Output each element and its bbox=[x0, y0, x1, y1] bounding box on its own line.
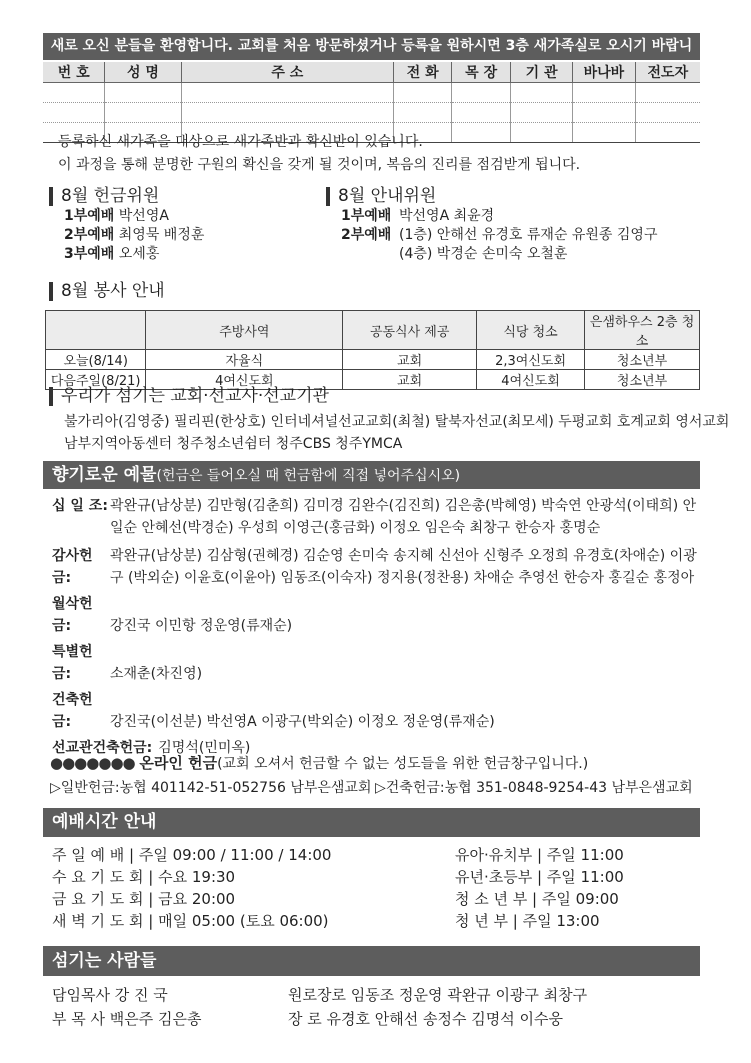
offerings-title-note: (헌금은 들어오실 때 헌금함에 직접 넣어주십시오) bbox=[156, 468, 461, 484]
offering-label: 월삭헌금: bbox=[52, 596, 93, 634]
row-names: (1층) 안해선 유경호 류재순 유원종 김영구 bbox=[399, 227, 658, 243]
service-cell: 다음주일(8/21) bbox=[46, 370, 146, 390]
worship-left-list bbox=[52, 844, 331, 932]
service-header: 식당 청소 bbox=[477, 311, 585, 350]
row-names: 박선영A 최윤경 bbox=[399, 208, 495, 224]
guide-committee-row bbox=[341, 245, 657, 264]
col-evangelist: 전도자 bbox=[635, 62, 700, 83]
servants-banner bbox=[43, 946, 700, 976]
online-building-account: ▷건축헌금:농협 351-0848-9254-43 남부은샘교회 bbox=[375, 780, 693, 796]
worship-title: 예배시간 안내 bbox=[52, 812, 157, 832]
service-cell: 오늘(8/14) bbox=[46, 350, 146, 370]
offering-names: 강진국 이민항 정운영(류재순) bbox=[110, 618, 293, 634]
offering-label: 건축헌금: bbox=[52, 692, 93, 730]
servant-row: 부 목 사 백은주 김은총 bbox=[52, 1010, 202, 1028]
service-cell: 교회 bbox=[343, 350, 477, 370]
offering-names: 소재춘(차진영) bbox=[110, 666, 203, 682]
service-row bbox=[46, 350, 700, 370]
col-name: 성 명 bbox=[105, 62, 181, 83]
offering-item bbox=[52, 593, 702, 637]
service-cell: 청소년부 bbox=[585, 370, 700, 390]
worship-row: 청 년 부 | 주일 13:00 bbox=[455, 912, 600, 930]
online-offering-note: (교회 오셔서 헌금할 수 없는 성도들을 위한 헌금창구입니다.) bbox=[217, 756, 589, 772]
service-cell: 청소년부 bbox=[585, 350, 700, 370]
worship-row: 금 요 기 도 회 | 금요 20:00 bbox=[52, 890, 236, 908]
servants-left-list bbox=[52, 983, 201, 1031]
offering-label: 십 일 조: bbox=[52, 498, 108, 514]
row-names: 박선영A bbox=[118, 208, 169, 224]
offerings-title: 향기로운 예물 bbox=[52, 465, 157, 485]
guide-committee-title: 8월 안내위원 bbox=[326, 187, 436, 206]
row-label: 1부예배 bbox=[64, 208, 115, 224]
row-names: 최영묵 배정훈 bbox=[118, 227, 205, 243]
row-label: 1부예배 bbox=[341, 208, 392, 224]
offering-label: 선교관건축헌금: bbox=[52, 740, 153, 756]
worship-row: 주 일 예 배 | 주일 09:00 / 11:00 / 14:00 bbox=[52, 846, 332, 864]
col-barnabas: 바나바 bbox=[573, 62, 635, 83]
offering-committee-row bbox=[64, 245, 204, 264]
welcome-note-2: 이 과정을 통해 분명한 구원의 확신을 갖게 될 것이며, 복음의 진리를 점검받게 됩니다. bbox=[58, 157, 581, 173]
service-cell: 자율식 bbox=[146, 350, 343, 370]
worship-row: 유아·유치부 | 주일 11:00 bbox=[455, 846, 624, 864]
col-phone: 전 화 bbox=[394, 62, 452, 83]
offering-committee-row bbox=[64, 207, 204, 226]
service-cell: 4여신도회 bbox=[146, 370, 343, 390]
col-organization: 기 관 bbox=[510, 62, 572, 83]
welcome-banner bbox=[43, 33, 700, 60]
worship-row: 수 요 기 도 회 | 수요 19:30 bbox=[52, 868, 236, 886]
service-title: 8월 봉사 안내 bbox=[49, 282, 165, 301]
offering-committee-title: 8월 헌금위원 bbox=[49, 187, 159, 206]
col-cell: 목 장 bbox=[452, 62, 510, 83]
service-header: 주방사역 bbox=[146, 311, 343, 350]
offering-item bbox=[52, 495, 702, 539]
service-header: 공동식사 제공 bbox=[343, 311, 477, 350]
mission-line-2: 남부지역아동센터 청주청소년쉼터 청주CBS 청주YMCA bbox=[64, 436, 403, 452]
worship-row: 새 벽 기 도 회 | 매일 05:00 (토요 06:00) bbox=[52, 912, 329, 930]
guide-committee-row bbox=[341, 207, 657, 226]
service-cell: 4여신도회 bbox=[477, 370, 585, 390]
offering-item bbox=[52, 641, 702, 685]
offering-label: 감사헌금: bbox=[52, 548, 93, 586]
servant-row: 담임목사 강 진 국 bbox=[52, 986, 168, 1004]
offering-committee-row bbox=[64, 226, 204, 245]
worship-right-list bbox=[455, 844, 624, 932]
row-names: 오세홍 bbox=[118, 246, 160, 262]
service-cell: 교회 bbox=[343, 370, 477, 390]
welcome-banner-text: 새로 오신 분들을 환영합니다. 교회를 처음 방문하셨거나 등록을 원하시면 3층 새가족실로 오시기 바랍니 bbox=[50, 38, 693, 54]
dots-icon: ●●●●●●● bbox=[50, 754, 135, 772]
offering-names: 곽완규(남상분) 김만형(김춘희) 김미경 김완수(김진희) 김은총(박혜영) 박숙연 안광석(이태희) 안일순 안혜선(박경순) 우성희 이영근(홍금화) 이정오 임은숙 최창구 한승자 홍명순 bbox=[110, 498, 697, 536]
servant-row: 원로장로 임동조 정운영 곽완규 이광구 최창구 bbox=[288, 986, 588, 1004]
worship-row: 유년·초등부 | 주일 11:00 bbox=[455, 868, 624, 886]
guide-committee-row bbox=[341, 226, 657, 245]
online-offering-title: 온라인 헌금 bbox=[139, 754, 218, 772]
offering-item bbox=[52, 545, 702, 589]
service-cell: 2,3여신도회 bbox=[477, 350, 585, 370]
mission-line-1: 불가리아(김영중) 필리핀(한상호) 인터네셔널선교교회(최철) 탈북자선교(최모세) 두평교회 호계교회 영서교회 bbox=[64, 414, 730, 430]
registration-header-row bbox=[43, 62, 700, 83]
guide-committee-list bbox=[341, 207, 657, 264]
service-header-row bbox=[46, 311, 700, 350]
service-header: 은샘하우스 2층 청소 bbox=[585, 311, 700, 350]
col-number: 번 호 bbox=[43, 62, 105, 83]
service-header bbox=[46, 311, 146, 350]
offering-committee-list bbox=[64, 207, 204, 264]
offerings-list bbox=[52, 495, 702, 759]
worship-row: 청 소 년 부 | 주일 09:00 bbox=[455, 890, 619, 908]
online-general-account: ▷일반헌금:농협 401142-51-052756 남부은샘교회 bbox=[50, 780, 372, 796]
offering-label: 특별헌금: bbox=[52, 644, 93, 682]
registration-row bbox=[43, 83, 700, 103]
row-label: 3부예배 bbox=[64, 246, 115, 262]
worship-banner bbox=[43, 808, 700, 837]
online-offering-title-line bbox=[50, 752, 588, 773]
service-table bbox=[45, 310, 700, 390]
servants-right-list bbox=[288, 983, 587, 1031]
row-label: 2부예배 bbox=[341, 227, 392, 243]
offering-names: 강진국(이선분) 박선영A 이광구(박외순) 이정오 정운영(류재순) bbox=[110, 714, 495, 730]
offering-names: 곽완규(남상분) 김삼형(권혜경) 김순영 손미숙 송지혜 신선아 신형주 오정희 유경호(차애순) 이광구 (박외순) 이윤호(이윤아) 임동조(이숙자) 정지용(정찬용) 차애순 추영선 한승자 홍길순 홍정아 bbox=[110, 548, 697, 586]
servant-row: 장 로 유경호 안해선 송정수 김명석 이수웅 bbox=[288, 1010, 563, 1028]
servants-title: 섬기는 사람들 bbox=[52, 951, 157, 971]
col-address: 주 소 bbox=[181, 62, 393, 83]
mission-title: 우리가 섬기는 교회·선교사·선교기관 bbox=[49, 387, 329, 406]
offering-names: 김명석(민미옥) bbox=[158, 740, 251, 756]
row-names: (4층) 박경순 손미숙 오철훈 bbox=[399, 246, 568, 262]
offering-item bbox=[52, 689, 702, 733]
offerings-banner bbox=[43, 461, 700, 489]
row-label: 2부예배 bbox=[64, 227, 115, 243]
registration-row bbox=[43, 103, 700, 123]
welcome-note-1: 등록하신 새가족을 대상으로 새가족반과 확신반이 있습니다. bbox=[58, 134, 423, 150]
